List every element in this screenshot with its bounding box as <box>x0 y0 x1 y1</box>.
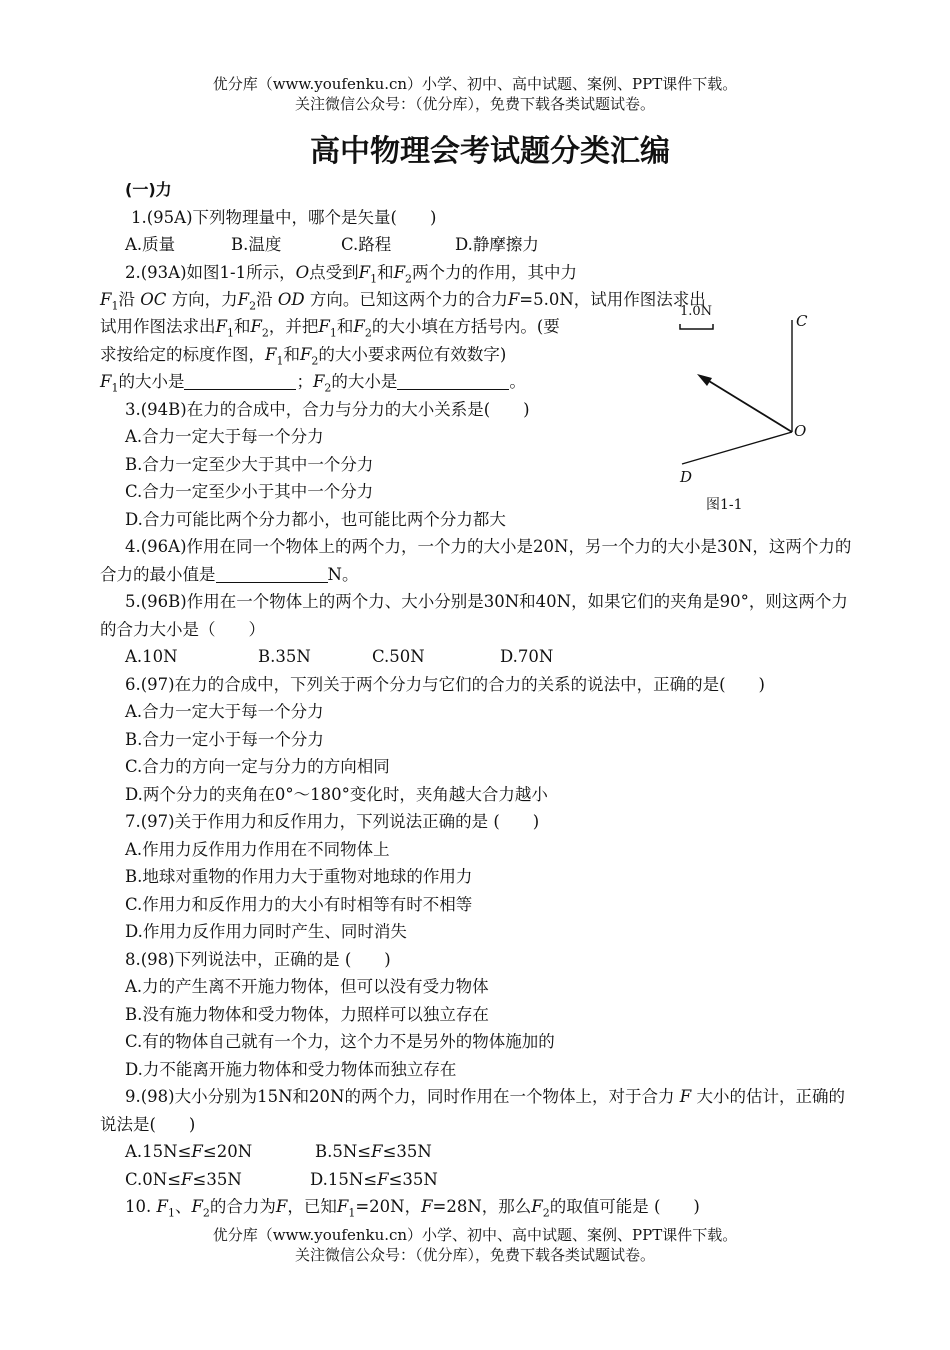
header-line-1: 优分库（www.youfenku.cn）小学、初中、高中试题、案例、PPT课件下载。 <box>212 75 738 93</box>
q3-option-a: A.合力一定大于每一个分力 <box>125 427 324 446</box>
q2-stem: 2.(93A)如图1-1所示，O点受到$F_1$和$F_2$两个力的作用，其中力 $F_1$沿 OC 方向，力$F_2$沿 OD 方向。已知这两个力的合力F=5.0N，试用作图法求出 <box>100 262 706 313</box>
figure-1-1 <box>668 302 818 522</box>
scale-label: 1.0N <box>680 304 713 319</box>
q6-option-c: C.合力的方向一定与分力的方向相同 <box>125 757 390 776</box>
q7-option-c: C.作用力和反作用力的大小有时相等有时不相等 <box>125 894 473 914</box>
q5-option-c: C.50N <box>372 647 425 666</box>
figure-drawing <box>668 302 818 522</box>
q8-option-c: C.有的物体自己就有一个力，这个力不是另外的物体施加的 <box>125 1032 555 1051</box>
q5-option-d: D.70N <box>500 647 554 666</box>
resultant-arrowhead <box>697 374 712 386</box>
scale-bar <box>680 324 713 329</box>
figure-caption: 图1-1 <box>706 497 743 513</box>
q2-line4: 求按给定的标度作图，$F_1$和$F_2$的大小要求两位有效数字) <box>100 344 507 367</box>
q2-resultant: =5.0N，试用作图法求出 <box>519 290 706 309</box>
q3-option-d: D.合力可能比两个分力都小，也可能比两个分力都大 <box>125 509 506 529</box>
line-od <box>682 432 792 464</box>
section-heading: (一)力 <box>125 180 172 199</box>
q9-option-d: D.15N≤F≤35N <box>310 1169 438 1189</box>
q9-option-a: A.15N≤F≤20N <box>125 1142 253 1161</box>
q9-option-c: C.0N≤F≤35N <box>125 1169 242 1189</box>
q1-option-d: D.静摩擦力 <box>455 235 539 254</box>
q5-stem: 5.(96B)作用在一个物体上的两个力、大小分别是30N和40N，如果它们的夹角是90°，则这两个力的合力大小是（ ） <box>100 592 848 639</box>
q8-option-b: B.没有施力物体和受力物体，力照样可以独立存在 <box>125 1004 489 1024</box>
q5-option-b: B.35N <box>258 647 311 666</box>
q6-option-a: A.合力一定大于每一个分力 <box>125 702 324 721</box>
q2-answer-f2-blank[interactable] <box>397 371 509 390</box>
q1-option-c: C.路程 <box>341 235 392 254</box>
q1-options <box>100 231 860 259</box>
q2-line3: 试用作图法求出$F_1$和$F_2$，并把$F_1$和$F_2$的大小填在方括号内。(要 <box>100 317 560 340</box>
point-c-label: C <box>796 312 808 330</box>
footer-line-2: 关注微信公众号：（优分库），免费下载各类试题试卷。 <box>294 1246 655 1264</box>
q3-stem: 3.(94B)在力的合成中，合力与分力的大小关系是( ) <box>125 399 530 419</box>
page-header <box>0 74 950 114</box>
q1-option-a: A.质量 <box>125 235 176 254</box>
resultant-force-arrow <box>704 378 792 432</box>
q7-option-a: A.作用力反作用力作用在不同物体上 <box>125 839 390 859</box>
q5-option-a: A.10N <box>125 647 178 666</box>
q9-option-b: B.5N≤F≤35N <box>315 1142 432 1161</box>
q7-option-b: B.地球对重物的作用力大于重物对地球的作用力 <box>125 867 473 886</box>
point-d-label: D <box>680 468 693 486</box>
q3-option-c: C.合力一定至少小于其中一个分力 <box>125 482 374 501</box>
q1-option-b: B.温度 <box>231 235 282 254</box>
q1-stem: 1.(95A)下列物理量中，哪个是矢量( ) <box>131 207 437 227</box>
q3-option-b: B.合力一定至少大于其中一个分力 <box>125 454 374 474</box>
q2-answer-line: $F_1$的大小是 ；$F_2$的大小是 。 <box>100 372 526 395</box>
point-o-label: O <box>794 422 807 440</box>
q9-stem: 9.(98)大小分别为15N和20N的两个力，同时作用在一个物体上，对于合力 F 大小的估计，正确的说法是( ) <box>100 1087 845 1134</box>
q8-option-d: D.力不能离开施力物体和受力物体而独立存在 <box>125 1059 457 1079</box>
q6-option-b: B.合力一定小于每一个分力 <box>125 729 324 749</box>
q10-stem: 10. $F_1$、$F_2$的合力为F，已知$F_1=20N$，F=28N，那么$F_2$的取值可能是 ( ) <box>125 1197 700 1220</box>
q4-answer-blank[interactable] <box>216 564 328 583</box>
page-footer <box>0 1225 950 1265</box>
q2-answer-f1-blank[interactable] <box>184 371 296 390</box>
q5-options <box>100 643 860 671</box>
q9-options-row1 <box>100 1138 860 1166</box>
q6-stem: 6.(97)在力的合成中，下列关于两个分力与它们的合力的关系的说法中，正确的是( ) <box>125 674 765 694</box>
q9-options-row2 <box>100 1166 860 1194</box>
q2-instr: 的大小填在方括号内。(要 <box>371 317 560 336</box>
footer-line-1: 优分库（www.youfenku.cn）小学、初中、高中试题、案例、PPT课件下载。 <box>212 1226 738 1244</box>
q4-stem: 4.(96A)作用在同一个物体上的两个力，一个力的大小是20N，另一个力的大小是30N，这两个力的合力的最小值是 N。 <box>100 537 852 584</box>
q8-stem: 8.(98)下列说法中，正确的是 ( ) <box>125 949 391 969</box>
q7-stem: 7.(97)关于作用力和反作用力，下列说法正确的是 ( ) <box>125 812 540 831</box>
q6-option-d: D.两个分力的夹角在0°～180°变化时，夹角越大合力越小 <box>125 784 548 804</box>
page-title: 高中物理会考试题分类汇编 <box>310 134 670 169</box>
q7-option-d: D.作用力反作用力同时产生、同时消失 <box>125 922 407 941</box>
header-line-2: 关注微信公众号：（优分库），免费下载各类试题试卷。 <box>294 95 655 113</box>
q8-option-a: A.力的产生离不开施力物体，但可以没有受力物体 <box>125 977 489 996</box>
